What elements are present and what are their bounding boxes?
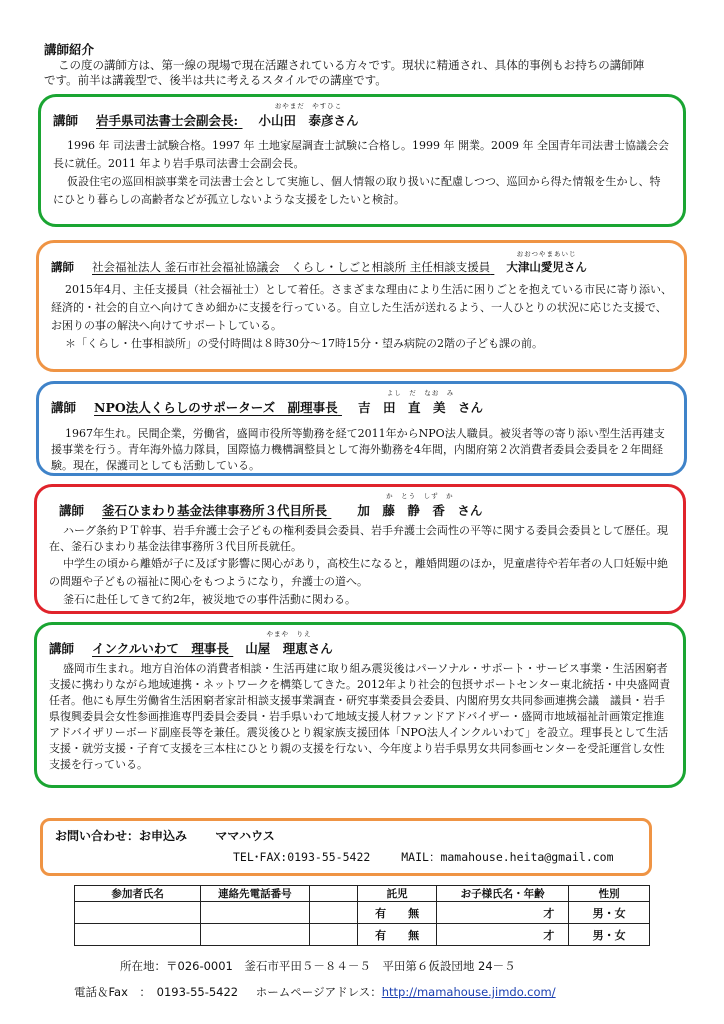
lecturer-name-wrap [245, 630, 333, 657]
lecturer-role: 講師 [51, 400, 77, 415]
lecturer-affiliation: NPO法人くらしのサポーターズ 副理事長 [94, 400, 338, 415]
header-phone: 連絡先電話番号 [201, 886, 309, 902]
application-form-table [74, 885, 650, 946]
gender-cell[interactable]: 男・女 [569, 902, 650, 924]
lecturer-affiliation: インクルいわて 理事長 [92, 641, 229, 656]
lecturer-ruby: やまや りえ [266, 630, 312, 638]
lecturer-heading [49, 631, 671, 657]
lecturer-affiliation: 釜石ひまわり基金法律事務所３代目所長 [102, 503, 328, 518]
section-title: 講師紹介 [44, 42, 95, 57]
lecturer-role: 講師 [53, 113, 79, 128]
lecturer-role: 講師 [51, 260, 74, 274]
lecturer-name-wrap [357, 389, 483, 416]
lecturer-heading [49, 493, 671, 519]
lecturer-affiliation: 社会福祉法人 釜石市社会福祉協議会 くらし・しごと相談所 主任相談支援員 [92, 260, 491, 274]
lecturer-title [96, 102, 359, 129]
contact-mail[interactable]: MAIL：mamahouse.heita@gmail.com [401, 850, 614, 864]
contact-heading [55, 827, 275, 844]
lecturer-name: 小山田 泰彦さん [258, 113, 359, 128]
lecturer-card-yoshida [36, 381, 687, 476]
contact-label: お問い合わせ：お申込み [55, 829, 188, 843]
lecturer-bio: 仮設住宅の巡回相談事業を司法書士会として実施し、個人情報の取り扱いに配慮しつつ、巡回から得た情報を生かし、特にひとり暮らしの高齢者などが孤立しないような支援をしたいと検討。 [53, 175, 661, 206]
lecturer-note: ＊「くらし・仕事相談所」の受付時間は８時30分～17時15分・望み病院の2階の子ども課の前。 [65, 337, 543, 350]
lecturer-ruby: おやまだ やすひこ [274, 102, 343, 110]
intro-line-2: です。前半は講義型で、後半は共に考えるスタイルでの講座です。 [44, 73, 387, 87]
lecturer-heading [53, 103, 671, 129]
participant-name-cell[interactable] [75, 902, 201, 924]
homepage-link[interactable]: http://mamahouse.jimdo.com/ [381, 985, 556, 999]
contact-tel-fax: TEL･FAX:0193-55-5422 [233, 850, 371, 864]
footer-hp-label: ホームページアドレス： [255, 985, 382, 999]
footer-tel: 電話＆Fax ： 0193-55-5422 [74, 985, 239, 999]
gender-cell[interactable]: 男・女 [569, 924, 650, 946]
lecturer-ruby: おおつやまあいじ [516, 250, 577, 258]
form-row [75, 924, 650, 946]
lecturer-name-wrap [258, 102, 359, 129]
lecturer-bio: 2015年4月、主任支援員（社会福祉士）として着任。さまざまな理由により生活に困りごとを抱えている市民に寄り添い、経済的・社会的自立へ向けてきめ細かに支援を行っている。自立した生活が送れるよう、一人ひとりの状況に応じた支援で、お困りの事の解決へ向けてサポートしている。 [51, 283, 672, 332]
lecturer-role: 講師 [59, 503, 85, 518]
lecturer-bio: ハーグ条約ＰＴ幹事、岩手弁護士会子どもの権利委員会委員、岩手弁護士会両性の平等に関する委員会委員として歴任。現在、釜石ひまわり基金法律事務所３代目所長就任。 [49, 524, 668, 553]
lecturer-bio: 1967年生れ。民間企業，労働省，盛岡市役所等勤務を経て2011年からNPO法人職員。被災者等の寄り添い型生活再建支援事業を行う。青年海外協力隊員，国際協力機構調整員として海外勤務を4年間，内閣府第２次消費者委員会委員を２年間経験。現在，保護司としても活動している。 [51, 427, 665, 472]
lecturer-name: 山屋 理恵さん [245, 641, 333, 656]
lecturer-name: 吉 田 直 美 さん [357, 400, 483, 415]
lecturer-bio: 1996 年 司法書士試験合格。1997 年 土地家屋調査士試験に合格し。1999 年 開業。2009 年 全国青年司法書士協議会会長に就任。2011 年より岩手県司法書士会副会長。 [53, 139, 669, 170]
header-participant-name: 参加者氏名 [75, 886, 201, 902]
intro [44, 58, 684, 88]
header-childcare: 託児 [358, 886, 437, 902]
lecturer-title [102, 492, 483, 519]
contact-box [40, 818, 652, 876]
childcare-cell[interactable]: 有 無 [358, 902, 437, 924]
lecturer-affiliation: 岩手県司法書士会副会長: [96, 113, 239, 128]
lecturer-name: 加 藤 静 香 さん [357, 503, 483, 518]
lecturer-heading [51, 390, 672, 416]
lecturer-bio: 中学生の頃から離婚が子に及ぼす影響に関心があり，高校生になると，離婚問題のほか，児童虐待や若年者の人口妊娠中絶の問題や子どもの福祉に関心をもつようになり，弁護士の道へ。 [49, 557, 668, 588]
lecturer-title [92, 250, 587, 275]
footer-contact [74, 984, 556, 1000]
lecturer-name-wrap [357, 492, 483, 519]
participant-name-cell[interactable] [75, 924, 201, 946]
lecturer-bio: 釜石に赴任してきて約2年，被災地での事件活動に関わる。 [63, 593, 356, 606]
footer-address: 所在地：〒026-0001 釜石市平田５－８４－５ 平田第６仮設団地 24－５ [120, 959, 516, 973]
lecturer-role: 講師 [49, 641, 75, 656]
header-gender: 性別 [569, 886, 650, 902]
lecturer-heading [51, 249, 672, 275]
child-age-cell[interactable]: 才 [437, 902, 569, 924]
child-age-cell[interactable]: 才 [437, 924, 569, 946]
intro-line-1: この度の講師方は、第一線の現場で現在活躍されている方々です。現状に精通され、具体的事例もお持ちの講師陣 [58, 58, 645, 72]
phone-cell[interactable] [201, 902, 309, 924]
lecturer-ruby: よし だ なお み [386, 389, 455, 397]
blank-cell[interactable] [309, 924, 358, 946]
lecturer-title [94, 389, 483, 416]
blank-cell[interactable] [309, 902, 358, 924]
contact-org: ママハウス [215, 829, 275, 843]
lecturer-card-yamaya [34, 622, 686, 788]
lecturer-bio: 盛岡市生まれ。地方自治体の消費者相談・生活再建に取り組み震災後はパーソナル・サポート・サービス事業・生活困窮者支援に携わりながら地域連携・ネットワークを構築してきた。2012年より社会的包摂サポートセンター東北統括・中央盛岡責任者。他にも厚生労働省生活困窮者家計相談支援事業調査・研究事業委員会委員、内閣府男女共同参画連携会議 議員・岩手県復興委員会女性参画推進専門委員会委員・岩手県いわて地域支援人材ファンドアドバイザー・盛岡市地域福祉計画策定推進アドバイザリーボード副座長等を兼任。震災後ひとり親家族支援団体「NPO法人インクルいわて」を設立。理事長として生活支援・就労支援・子育て支援を三本柱にひとり親の支援を行ない、今年度より岩手県男女共同参画センターを受託運営し女性支援を行っている。 [49, 662, 671, 771]
childcare-cell[interactable]: 有 無 [358, 924, 437, 946]
lecturer-card-kato [34, 484, 686, 614]
form-header-row [75, 886, 650, 902]
lecturer-name: 大津山愛児さん [506, 260, 587, 274]
form-row [75, 902, 650, 924]
contact-details [233, 849, 614, 865]
header-blank [309, 886, 358, 902]
header-child-name-age: お子様氏名・年齢 [437, 886, 569, 902]
lecturer-name-wrap [506, 250, 587, 275]
lecturer-card-otsuyama [36, 240, 687, 372]
phone-cell[interactable] [201, 924, 309, 946]
lecturer-card-koyamada [38, 94, 686, 227]
lecturer-ruby: か とう しず か [386, 492, 454, 500]
lecturer-title [92, 630, 333, 657]
